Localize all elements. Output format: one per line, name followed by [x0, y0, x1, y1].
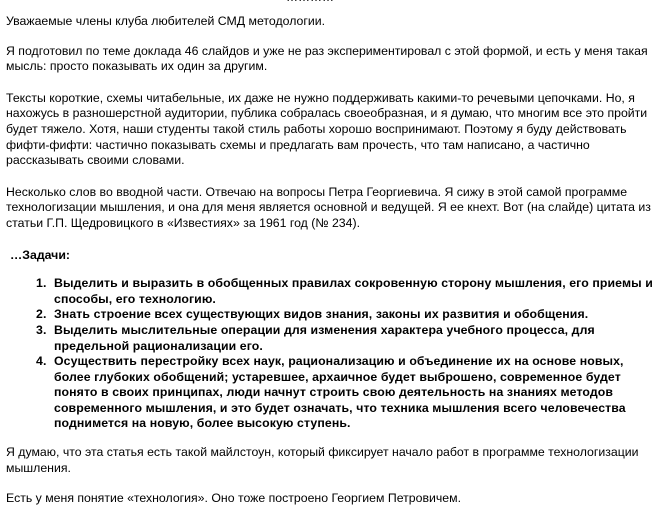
- task-item: 3. Выделить мыслительные операции для изменения характера учебного процесса, для предельной рационализации его.: [50, 323, 661, 354]
- intro-paragraph: Я подготовил по теме доклада 46 слайдов и уже не раз экспериментировал с этой формой, и есть у меня такая мысль: просто показывать их один за другим.: [6, 43, 648, 74]
- texts-paragraph: Тексты короткие, схемы читабельные, их даже не нужно поддерживать какими-то речевыми цепочками. Но, я нахожусь в разношерстной аудитории, публика собралась своеобразная, и я думаю, что многим все это пройти будет тяжело. Хотя, наши студенты такой стиль работы хорошо воспринимают. Поэтому я буду действовать фифти-фифти: частично показывать схемы и предлагать вам прочесть, что там написано, а частично рассказывать своими словами.: [6, 90, 648, 168]
- document-page: [6, 0, 661, 507]
- greeting-paragraph: Уважаемые члены клуба любителей СМД методологии.: [6, 14, 326, 28]
- cut-off-top-line: [6, 0, 661, 3]
- task-item: 4. Осуществить перестройку всех наук, рационализацию и объединение их на основе новых, более глубоких обобщений; устаревшее, архаичное будет выброшено, современное будет понято в своих принципах, люди начнут строить свою деятельность на знаниях методов современного мышления, и это будет означать, что техника мышления всего человечества поднимется на новую, более высокую ступень.: [50, 354, 661, 432]
- task-item: 2. Знать строение всех существующих видов знания, законы их развития и обобщения.: [50, 307, 661, 323]
- tasks-list: [6, 276, 661, 432]
- milestone-paragraph: Я думаю, что эта статья есть такой майлстоун, который фиксирует начало работ в программе технологизации мышления.: [6, 445, 639, 475]
- task-item: 1. Выделить и выразить в обобщенных правилах сокровенную сторону мышления, его приемы и способы, его технологию.: [50, 276, 661, 307]
- intro-part-paragraph: Несколько слов во вводной части. Отвечаю на вопросы Петра Георгиевича. Я сижу в этой самой программе технологизации мышления, и она для меня является основной и ведущей. Я ее кнехт. Вот (на слайде) цитата из статьи Г.П. Щедровицкого в «Известиях» за 1961 год (№ 234).: [6, 184, 651, 230]
- cut-off-text: [286, 0, 334, 4]
- tasks-heading: …Задачи:: [10, 247, 70, 262]
- technology-paragraph: Есть у меня понятие «технология». Оно тоже построено Георгием Петровичем.: [6, 491, 461, 506]
